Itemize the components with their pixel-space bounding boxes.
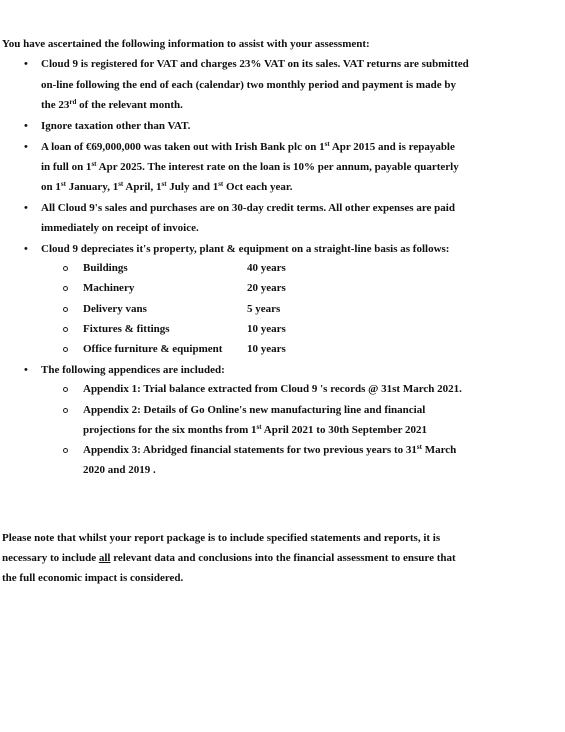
bullet-dot: • bbox=[24, 141, 28, 153]
appendices-intro: The following appendices are included: bbox=[41, 364, 225, 376]
bullet-dot: • bbox=[24, 120, 28, 132]
sub-bullet-circle bbox=[63, 286, 68, 291]
sub-bullet-circle bbox=[63, 266, 68, 271]
asset-name: Fixtures & fittings bbox=[83, 323, 170, 335]
asset-life: 5 years bbox=[247, 303, 281, 315]
sub-bullet-circle bbox=[63, 448, 68, 453]
appendix-3-line-2: 2020 and 2019 . bbox=[83, 464, 156, 476]
loan-line-1: A loan of €69,000,000 was taken out with Irish Bank plc on 1st Apr 2015 and is repayable bbox=[41, 140, 455, 153]
intro-text: You have ascertained the following information to assist with your assessment: bbox=[2, 38, 370, 50]
ignore-tax-text: Ignore taxation other than VAT. bbox=[41, 120, 191, 132]
sub-bullet-circle bbox=[63, 347, 68, 352]
credit-line-1: All Cloud 9's sales and purchases are on 30-day credit terms. All other expenses are paid bbox=[41, 202, 455, 214]
bullet-dot: • bbox=[24, 243, 28, 255]
emphasis-all: all bbox=[98, 552, 111, 564]
asset-life: 10 years bbox=[247, 323, 286, 335]
sub-bullet-circle bbox=[63, 327, 68, 332]
credit-line-2: immediately on receipt of invoice. bbox=[41, 222, 199, 234]
vat-line-1: Cloud 9 is registered for VAT and charges 23% VAT on its sales. VAT returns are submitted bbox=[41, 58, 469, 70]
bullet-dot: • bbox=[24, 202, 28, 214]
appendix-1: Appendix 1: Trial balance extracted from Cloud 9 's records @ 31st March 2021. bbox=[83, 383, 462, 395]
depreciation-intro: Cloud 9 depreciates it's property, plant & equipment on a straight-line basis as follows: bbox=[41, 243, 450, 255]
asset-name: Delivery vans bbox=[83, 303, 147, 315]
asset-name: Office furniture & equipment bbox=[83, 343, 223, 355]
bullet-dot: • bbox=[24, 364, 28, 376]
appendix-2-line-1: Appendix 2: Details of Go Online's new manufacturing line and financial bbox=[83, 404, 426, 416]
closing-line-2: necessary to include all relevant data and conclusions into the financial assessment to ensure that bbox=[2, 552, 456, 564]
bullet-dot: • bbox=[24, 58, 28, 70]
sub-bullet-circle bbox=[63, 307, 68, 312]
closing-line-3: the full economic impact is considered. bbox=[2, 572, 184, 584]
vat-line-2: on-line following the end of each (calendar) two monthly period and payment is made by bbox=[41, 79, 456, 91]
vat-line-3: the 23rd of the relevant month. bbox=[41, 98, 183, 111]
appendix-3-line-1: Appendix 3: Abridged financial statements for two previous years to 31st March bbox=[83, 443, 457, 456]
loan-line-3: on 1st January, 1st April, 1st July and 1st Oct each year. bbox=[41, 180, 293, 193]
asset-life: 40 years bbox=[247, 262, 286, 274]
asset-name: Buildings bbox=[83, 262, 128, 274]
loan-line-2: in full on 1st Apr 2025. The interest rate on the loan is 10% per annum, payable quarterly bbox=[41, 160, 459, 173]
asset-name: Machinery bbox=[83, 282, 135, 294]
asset-life: 10 years bbox=[247, 343, 286, 355]
sub-bullet-circle bbox=[63, 408, 68, 413]
closing-line-1: Please note that whilst your report package is to include specified statements and reports, it is bbox=[2, 532, 441, 544]
appendix-2-line-2: projections for the six months from 1st April 2021 to 30th September 2021 bbox=[83, 423, 428, 436]
asset-life: 20 years bbox=[247, 282, 286, 294]
sub-bullet-circle bbox=[63, 387, 68, 392]
